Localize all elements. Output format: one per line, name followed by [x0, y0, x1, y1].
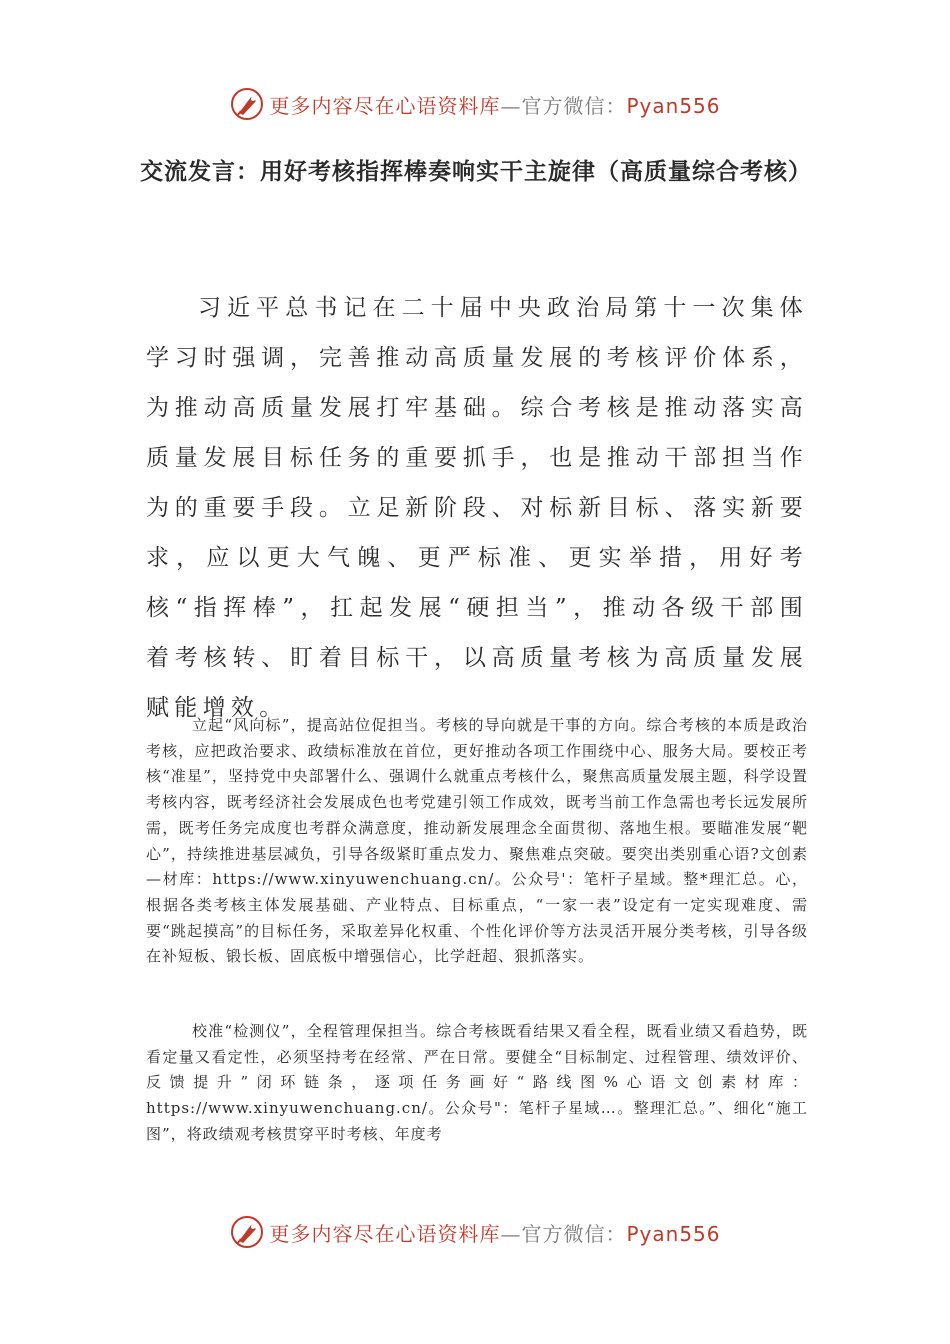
- banner-wechat-id: Pyan556: [626, 93, 721, 118]
- lead-paragraph: 习近平总书记在二十届中央政治局第十一次集体学习时强调，完善推动高质量发展的考核评价体系，为推动高质量发展打牢基础。综合考核是推动落实高质量发展目标任务的重要抓手，也是推动干部担当作为的重要手段。立足新阶段、对标新目标、落实新要求，应以更大气魄、更严标准、更实举措，用好考核“指挥棒”，扛起发展“硬担当”，推动各级干部围着考核转、盯着目标干，以高质量考核为高质量发展赋能增效。: [146, 295, 808, 721]
- banner-main-text: 更多内容尽在心语资料库: [269, 93, 501, 118]
- banner-dash: —: [500, 1221, 522, 1246]
- banner-main-text: 更多内容尽在心语资料库: [269, 1221, 501, 1246]
- banner-text: [269, 90, 720, 119]
- body-paragraph: 立起“风向标”，提高站位促担当。考核的导向就是干事的方向。综合考核的本质是政治考核，应把政治要求、政绩标准放在首位，更好推动各项工作围绕中心、服务大局。要校正考核“准星”，坚持党中央部署什么、强调什么就重点考核什么，聚焦高质量发展主题，科学设置考核内容，既考经济社会发展成色也考党建引领工作成效，既考当前工作急需也考长远发展所需，既考任务完成度也考群众满意度，推动新发展理念全面贯彻、落地生根。要瞄准发展“靶心”，持续推进基层减负，引导各级紧盯重点发力、聚焦难点突破。要突出类别重心语?文创素—材库：https://www.xinyuwenchuang.cn/。公众号'：笔杆子星域。整*理汇总。心，根据各类考核主体发展基础、产业特点、目标重点，“一家一表”设定有一定实现难度、需要“跳起摸高”的目标任务，采取差异化权重、个性化评价等方法灵活开展分类考核，引导各级在补短板、锻长板、固底板中增强信心，比学赶超、狠抓落实。: [146, 716, 808, 966]
- banner-text: [269, 1218, 720, 1247]
- banner-label: 官方微信：: [521, 1221, 627, 1246]
- pen-nib-logo-icon: [229, 1214, 265, 1250]
- document-title: 交流发言：用好考核指挥棒奏响实干主旋律（高质量综合考核）: [140, 159, 812, 185]
- header-banner: [0, 84, 950, 124]
- banner-wechat-id: Pyan556: [626, 1221, 721, 1246]
- pen-nib-logo-icon: [229, 86, 265, 122]
- banner-label: 官方微信：: [521, 93, 627, 118]
- banner-dash: —: [500, 93, 522, 118]
- body-paragraph: 校准“检测仪”，全程管理保担当。综合考核既看结果又看全程，既看业绩又看趋势，既看定量又看定性，必须坚持考在经常、严在日常。要健全“目标制定、过程管理、绩效评价、反馈提升”闭环链条，逐项任务画好“路线图%心语文创素材库：https://www.xinyuwenchuang.cn/。公众号"：笔杆子星域…。整理汇总。”、细化“施工图”，将政绩观考核贯穿平时考核、年度考: [146, 1022, 808, 1143]
- footer-banner: [0, 1212, 950, 1252]
